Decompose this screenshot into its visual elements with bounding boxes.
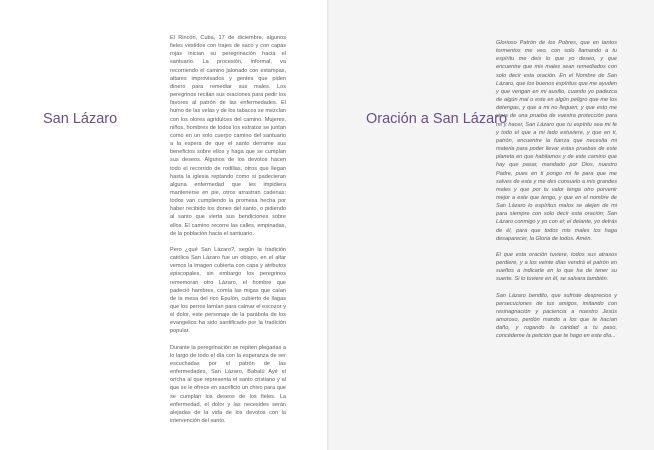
left-page-title: San Lázaro bbox=[43, 111, 118, 127]
prayer-paragraph: San Lázaro bendito, que sufriste desprecios y persecuciones de tus amigos, imitando con resinagnación y paciencia a nuestro Jesús amoroso, perdón mando a los que te hacían daño, y rogando la caridad a tu paso, concédeme la petición que te hago en este día... bbox=[496, 292, 617, 340]
prayer-paragraph: Glorioso Patrón de los Pobres, que en tantos tormentos me veo, con solo llamando a tu espíritu me deis lo que yo deseo, y que encuentre que mis males sean remediados con solo decir esta oración. En el Nombre de San Lázaro, que los buenos espíritus que me ayuden y que vengan en mi auxilio, cuando yo padezca de algún mal o este en algún peligro que me los detengas, y que a mi no lleguen, y que esto me sirva de una prueba de vuestra protección para mi y hacer, San Lázaro que tu espíritu sea mi fe y todo el que a mi lado estuviere, y que en ti, patrón, encuentre la fuerza que necesita mi materia para poder llevar estas pruebas de este planeta en que habitamos y de este camino que hay que pasar, mandado por Dios, nuestro Padre, pues en ti pongo mi fe para que me salves de esta y me des consuelo a mis grandes males y que por tu valor tenga otro porvenir mejor a este que tengo, y que en el nombre de San Lázaro lo espíritus malos se alejen de mi para siempre con solo decir esta oración; San Lázaro conmigo y yo con el; el delante, yo detrás de él, para que todos mis males los haga desaparecer, la Gloria de todos. Amén. bbox=[496, 40, 617, 242]
page-fold-shadow bbox=[327, 0, 330, 450]
left-paragraph: Pero ¿qué San Lázaro?, según la tradición católica San Lázaro fue un obispo, en el altar vemos la imagen cubierta con capa y atributos episcopales, sin embargo los peregrinos rememoran otro Lázaro, el hombre que padeció hambres, comía las migas que caían de la mesa del rico Epulón, cubierto de llagas que los perros lamían para calmar el escozor y el dolor, este personaje de la parábola de los evangelios ha sido santificado por la tradición popular. bbox=[170, 246, 286, 335]
prayer-note-paragraph: El que esta oración tuviere, todos sus atrasos perdiere, y a los veinte días vendrá el patrón en sueños a indicarle en lo que ha de tener su suerte. Si lo tuviere en él, se salvara también. bbox=[496, 251, 617, 283]
right-page-title: Oración a San Lázaro bbox=[366, 111, 508, 127]
right-page-body bbox=[496, 39, 617, 348]
left-paragraph: El Rincón, Cuba, 17 de diciembre, algunos fieles vestidos con trajes de saco y con capas rojas inician su peregrinación hacia el santuario. La procesión, informal, va recorriendo el camino jalonado con estampas, altares improvisados y gentes que piden dinero para remediar sus males. Los peregrinos recitan sus oraciones para pedir los favores al patrón de las enfermedades. El humo de las velas y de los tabacos se mezclan con los olores agridulces del camino. Mujeres, niños, hombres de todos los estratos se juntan como en un solo cuerpo camino del santuario a la espera de que el santo derrame sus beneficios sobre ellos y haga que se cumplan sus deseos. Algunos de los devotos hacen todo el recorrido de rodillas, otros que llegan hasta la iglesia reptando como si padecieran alguna enfermedad que les impidiera mantenerse en pie, otros arrastran cadenas: todos van cumpliendo la promesa hecha por haber recibido los dones del santo, o pidiendo al santo que vierta sus bendiciones sobre ellos. El camino recorre las calles, empinadas, de la población hacia el santuario. bbox=[170, 35, 286, 237]
left-page-body bbox=[170, 34, 286, 433]
left-paragraph: Durante la peregrinación se repiten plegarias a lo largo de todo el día con la esperanza de ser escuchadas por el patrón de las enfermedades, San Lázaro, Babalú Ayé el orícha al que representa el santo cristiano y al que se le ofrece en sacrificio un chivo para que se cumplan los deseos de los fieles. La enfermedad, el dolor y las necesides serán alejadas de la vida de los devotos con la intervención del santo. bbox=[170, 344, 286, 425]
